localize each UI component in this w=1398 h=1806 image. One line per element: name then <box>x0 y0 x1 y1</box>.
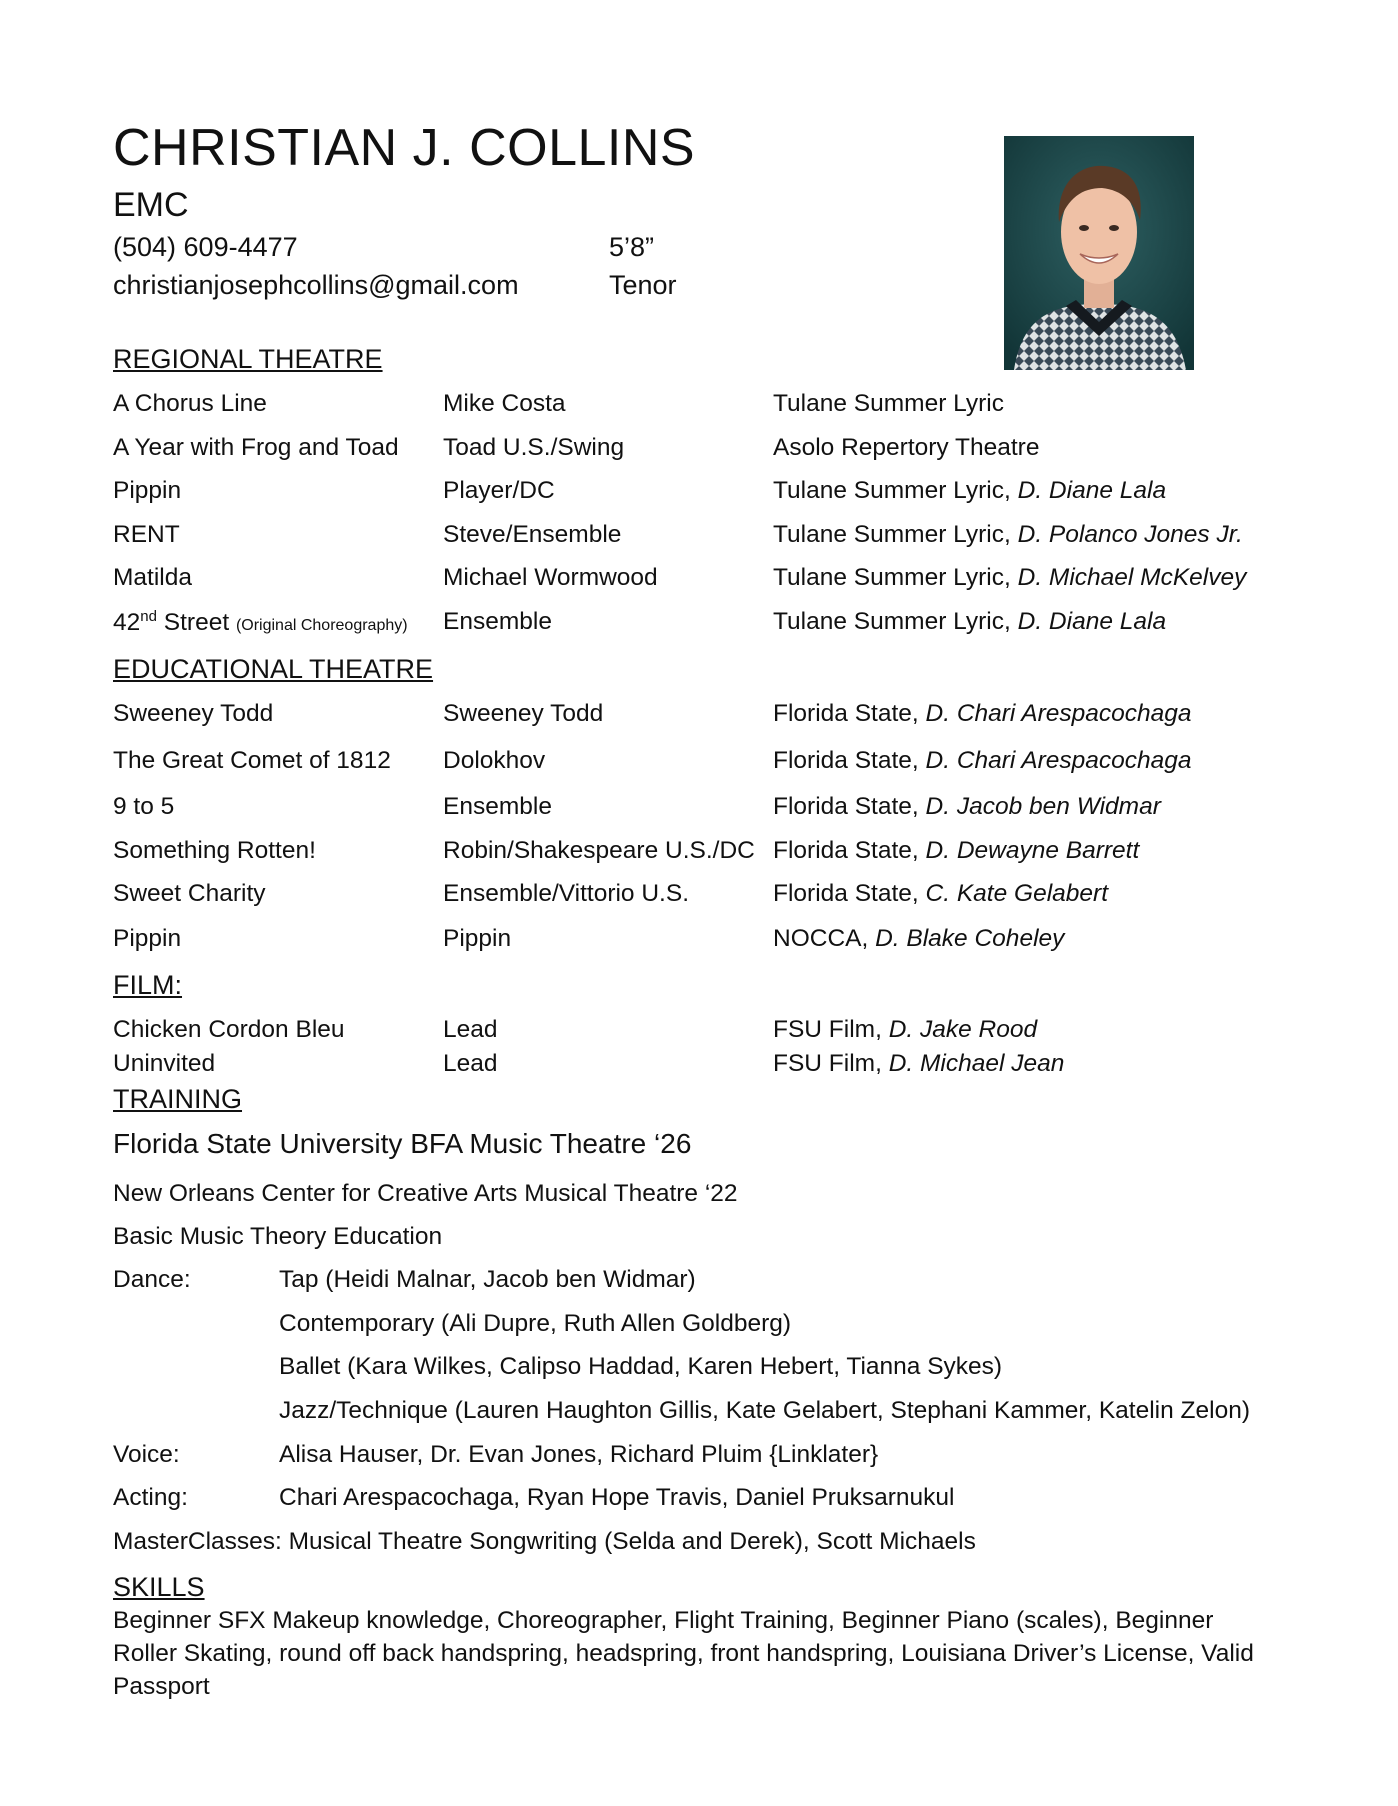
show-title <box>113 608 408 637</box>
role: Player/DC <box>443 477 555 504</box>
headshot-photo <box>1004 136 1194 370</box>
venue-name: FSU Film, <box>773 1016 889 1043</box>
headshot-illustration <box>1004 136 1194 370</box>
table-row <box>0 880 1398 914</box>
show-title: Pippin <box>113 925 182 952</box>
venue-name: Asolo Repertory Theatre <box>773 434 1040 461</box>
show-title: A Chorus Line <box>113 390 267 417</box>
ordinal-suffix: nd <box>140 608 157 625</box>
masterclasses-line: MasterClasses: Musical Theatre Songwriting (Selda and Derek), Scott Michaels <box>113 1528 976 1555</box>
table-row <box>0 390 1398 424</box>
venue <box>773 521 1243 549</box>
show-title: RENT <box>113 521 180 548</box>
section-heading-skills: SKILLS <box>113 1572 205 1602</box>
show-title: 9 to 5 <box>113 793 175 820</box>
venue-name: NOCCA, <box>773 925 876 952</box>
director: D. Jake Rood <box>888 1016 1038 1043</box>
show-title: Sweet Charity <box>113 880 266 907</box>
director: D. Chari Arespacochaga <box>925 700 1192 727</box>
role: Ensemble <box>443 793 552 820</box>
table-row <box>0 1016 1398 1050</box>
venue <box>773 700 1192 728</box>
venue-name: FSU Film, <box>773 1050 889 1077</box>
venue <box>773 608 1166 636</box>
venue-name: Florida State, <box>773 793 926 820</box>
director: D. Polanco Jones Jr. <box>1017 521 1243 548</box>
table-row <box>0 925 1398 959</box>
actor-name: CHRISTIAN J. COLLINS <box>113 119 696 177</box>
director: D. Blake Coheley <box>875 925 1065 952</box>
venue-name: Florida State, <box>773 837 926 864</box>
director: D. Michael McKelvey <box>1017 564 1247 591</box>
role: Pippin <box>443 925 512 952</box>
show-title: Sweeney Todd <box>113 700 274 727</box>
director: D. Diane Lala <box>1017 477 1167 504</box>
venue-name: Florida State, <box>773 880 926 907</box>
show-title: The Great Comet of 1812 <box>113 747 391 774</box>
acting-label: Acting: <box>113 1484 188 1511</box>
venue-name: Tulane Summer Lyric, <box>773 477 1018 504</box>
role: Lead <box>443 1050 498 1077</box>
section-heading-training: TRAINING <box>113 1084 243 1114</box>
venue <box>773 837 1139 865</box>
venue <box>773 880 1108 908</box>
role: Lead <box>443 1016 498 1043</box>
show-title: Something Rotten! <box>113 837 316 864</box>
dance-teachers: Jazz/Technique (Lauren Haughton Gillis, Kate Gelabert, Stephani Kammer, Katelin Zelon) <box>279 1397 1251 1424</box>
show-name: Street <box>156 609 236 637</box>
table-row <box>0 837 1398 871</box>
venue <box>773 434 1039 462</box>
venue <box>773 477 1166 505</box>
show-title: Matilda <box>113 564 192 591</box>
phone-number: (504) 609-4477 <box>113 232 298 262</box>
table-row <box>0 434 1398 468</box>
director: D. Diane Lala <box>1017 608 1167 635</box>
section-heading-regional: REGIONAL THEATRE <box>113 344 383 374</box>
dance-teachers: Contemporary (Ali Dupre, Ruth Allen Goldberg) <box>279 1310 792 1337</box>
dance-label: Dance: <box>113 1266 191 1293</box>
role: Steve/Ensemble <box>443 521 622 548</box>
role: Toad U.S./Swing <box>443 434 625 461</box>
role: Ensemble/Vittorio U.S. <box>443 880 690 907</box>
director: C. Kate Gelabert <box>925 880 1108 907</box>
role: Dolokhov <box>443 747 546 774</box>
venue-name: Tulane Summer Lyric <box>773 390 1005 417</box>
email-address: christianjosephcollins@gmail.com <box>113 270 519 300</box>
role: Ensemble <box>443 608 552 635</box>
role: Michael Wormwood <box>443 564 658 591</box>
skills-text: Beginner SFX Makeup knowledge, Choreographer, Flight Training, Beginner Piano (scales), Beginner Roller Skating, round off back handspring, headspring, front handspring, Louisiana Driver’s License, Valid Passport <box>113 1607 1254 1700</box>
training-line: Basic Music Theory Education <box>113 1223 443 1250</box>
training-line: New Orleans Center for Creative Arts Musical Theatre ‘22 <box>113 1180 738 1207</box>
venue <box>773 1016 1037 1044</box>
table-row <box>0 1050 1398 1084</box>
show-title: A Year with Frog and Toad <box>113 434 399 461</box>
section-heading-film: FILM: <box>113 970 183 1000</box>
table-row <box>0 793 1398 827</box>
venue <box>773 1050 1064 1078</box>
show-number: 42 <box>113 609 141 637</box>
show-note: (Original Choreography) <box>235 617 408 635</box>
dance-teachers: Tap (Heidi Malnar, Jacob ben Widmar) <box>279 1266 696 1293</box>
director: D. Dewayne Barrett <box>925 837 1140 864</box>
venue <box>773 925 1064 953</box>
director: D. Jacob ben Widmar <box>925 793 1161 820</box>
section-heading-educational: EDUCATIONAL THEATRE <box>113 654 434 684</box>
venue <box>773 747 1192 775</box>
show-title: Chicken Cordon Bleu <box>113 1016 345 1043</box>
role: Robin/Shakespeare U.S./DC <box>443 837 755 864</box>
director: D. Chari Arespacochaga <box>925 747 1192 774</box>
voice-type: Tenor <box>609 270 677 300</box>
degree-program: Florida State University BFA Music Theatre ‘26 <box>113 1128 692 1159</box>
venue-name: Tulane Summer Lyric, <box>773 521 1018 548</box>
table-row <box>0 477 1398 511</box>
table-row <box>0 700 1398 734</box>
venue <box>773 793 1161 821</box>
table-row <box>0 521 1398 555</box>
acting-teachers: Chari Arespacochaga, Ryan Hope Travis, Daniel Pruksarnukul <box>279 1484 955 1511</box>
table-row <box>0 564 1398 598</box>
role: Mike Costa <box>443 390 566 417</box>
height: 5’8” <box>609 232 655 262</box>
voice-label: Voice: <box>113 1441 180 1468</box>
venue-name: Tulane Summer Lyric, <box>773 608 1018 635</box>
table-row <box>0 747 1398 781</box>
table-row <box>0 608 1398 642</box>
venue <box>773 390 1004 418</box>
venue-name: Florida State, <box>773 747 926 774</box>
venue-name: Tulane Summer Lyric, <box>773 564 1018 591</box>
dance-teachers: Ballet (Kara Wilkes, Calipso Haddad, Karen Hebert, Tianna Sykes) <box>279 1353 1003 1380</box>
voice-teachers: Alisa Hauser, Dr. Evan Jones, Richard Pluim {Linklater} <box>279 1441 879 1468</box>
role: Sweeney Todd <box>443 700 604 727</box>
show-title: Uninvited <box>113 1050 216 1077</box>
union-status: EMC <box>113 186 189 224</box>
venue <box>773 564 1246 592</box>
venue-name: Florida State, <box>773 700 926 727</box>
director: D. Michael Jean <box>888 1050 1065 1077</box>
show-title: Pippin <box>113 477 182 504</box>
